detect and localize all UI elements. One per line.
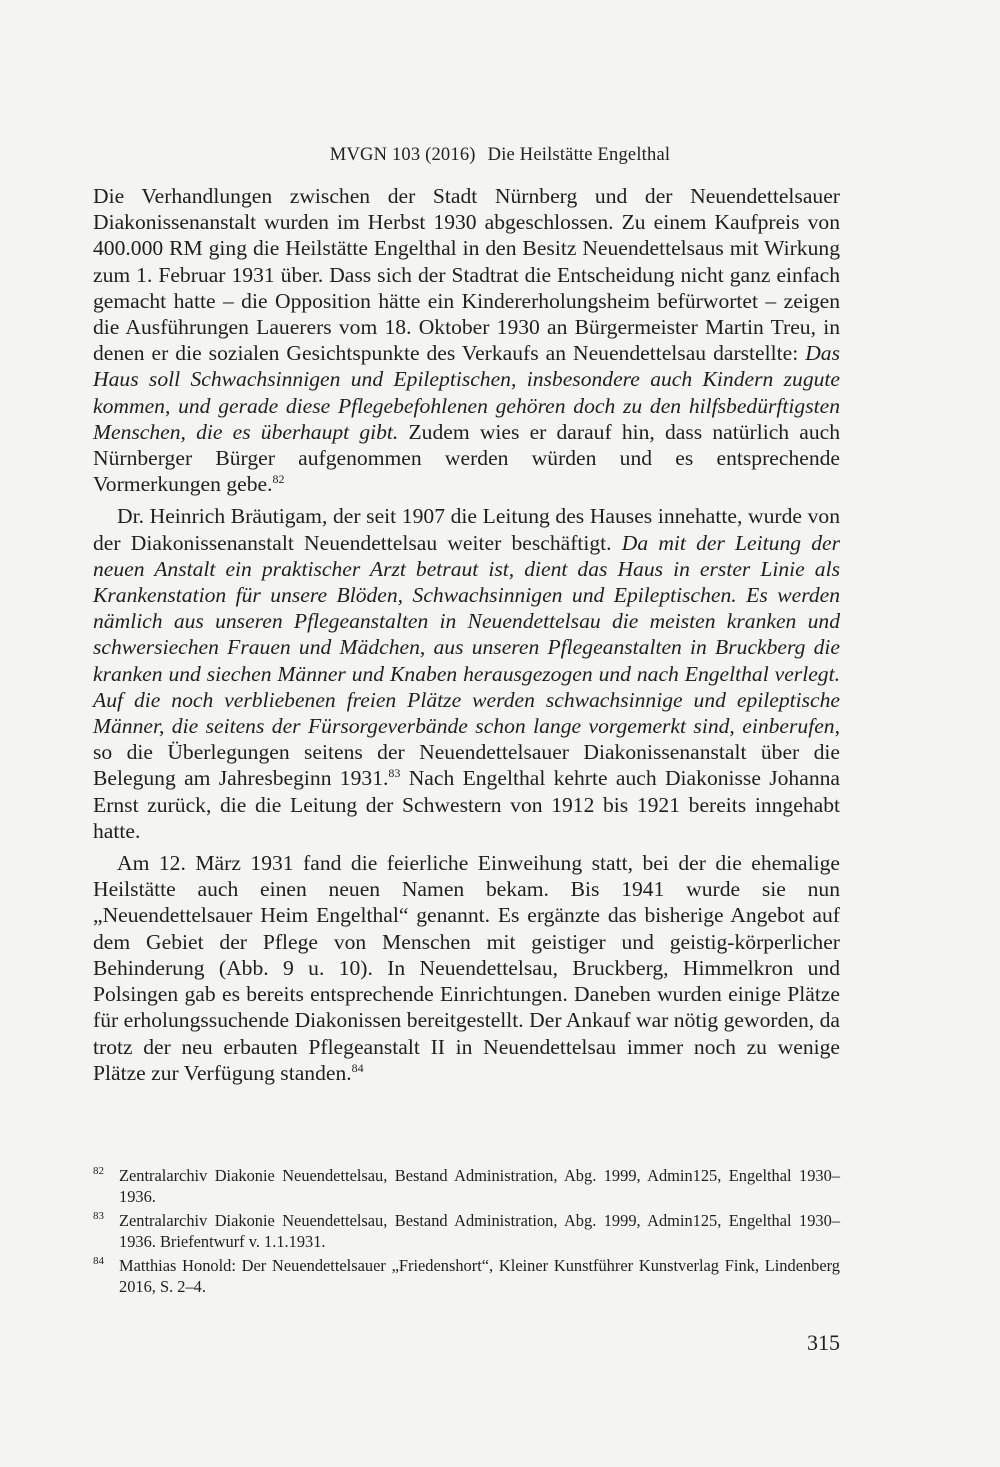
footnote-number: 83 [93,1210,104,1223]
footnote-ref-84[interactable]: 84 [351,1060,364,1075]
page-number: 315 [807,1330,840,1355]
footnote-text: Matthias Honold: Der Neuendettelsauer „Friedenshort“, Kleiner Kunstführer Kunstverlag Fink, Lindenberg 2016, S. 2–4. [119,1256,840,1296]
running-header [0,145,1000,166]
footnote-ref-83[interactable]: 83 [388,766,401,781]
body-text [93,183,840,1086]
footnotes [93,1166,840,1302]
paragraph-3: Am 12. März 1931 fand die feierliche Einweihung statt, bei der die ehemalige Heilstätte auch einen neuen Namen bekam. Bis 1941 wurde sie nun „Neuendettelsauer Heim Engelthal“ genannt. Es ergänzte das bisherige Angebot auf dem Gebiet der Pflege von Menschen mit geistiger und geistig-körperlicher Behinderung (Abb. 9 u. 10). In Neuendettelsau, Bruckberg, Himmelkron und Polsingen gab es bereits entsprechende Einrichtungen. Daneben wurden einige Plätze für erholungssuchende Diakonissen bereitgestellt. Der Ankauf war nötig geworden, da trotz der neu erbauten Pflegeanstalt II in Neuendettelsau immer noch zu wenige Plätze zur Verfügung standen.$^{84}$ [93,851,840,1085]
paragraph-2: Dr. Heinrich Bräutigam, der seit 1907 die Leitung des Hauses innehatte, wurde von der Diakonissenanstalt Neuendettelsau weiter beschäftigt. Da mit der Leitung der neuen Anstalt ein praktischer Arzt betraut ist, dient das Haus in erster Linie als Krankenstation für unsere Blöden, Schwachsinnigen und Epileptischen. Es werden nämlich aus unseren Pflegeanstalten in Neuendettelsau die meisten kranken und schwersiechen Frauen und Mädchen, aus unseren Pflegeanstalten in Bruckberg die kranken und siechen Männer und Knaben herausgezogen und nach Engelthal verlegt. Auf die noch verbliebenen freien Plätze werden schwachsinnige und epileptische Männer, die seitens der Fürsorgeverbände schon lange vorgemerkt sind, einberufen, so die Überlegungen seitens der Neuendettelsauer Diakonissenanstalt über die Belegung am Jahresbeginn 1931.83 Nach Engelthal kehrte auch Diakonisse Johanna Ernst zurück, die die Leitung der Schwestern von 1912 bis 1921 bereits inngehabt hatte. [93,504,840,843]
footnote-text: Zentralarchiv Diakonie Neuendettelsau, Bestand Administration, Abg. 1999, Admin125, Engelthal 1930–1936. [119,1166,840,1206]
footnote-text: Zentralarchiv Diakonie Neuendettelsau, Bestand Administration, Abg. 1999, Admin125, Engelthal 1930–1936. Briefentwurf v. 1.1.1931. [119,1211,840,1251]
chapter-title: Die Heilstätte Engelthal [487,145,671,165]
footnote-number: 82 [93,1165,104,1177]
footnote [93,1256,840,1297]
footnote-ref-82[interactable]: 82 [272,472,285,487]
footnote [93,1166,840,1207]
footnote-number: 84 [93,1255,104,1268]
quotation: Da mit der Leitung der neuen Anstalt ein praktischer Arzt betraut ist, dient das Haus in erster Linie als Krankenstation für unsere Blöden, Schwachsinnigen und Epileptischen. Es werden nämlich aus unseren Pflegeanstalten in Neuendettelsau die meisten kranken und schwersiechen Frauen und Mädchen, aus unseren Pflegeanstalten in Bruckberg die kranken und siechen Männer und Knaben herausgezogen und nach Engelthal verlegt. Auf die noch verbliebenen freien Plätze werden schwachsinnige und epileptische Männer, die seitens der Fürsorgeverbände schon lange vorgemerkt sind, einberufen [93,530,840,739]
paragraph-1: Die Verhandlungen zwischen der Stadt Nürnberg und der Neuendettelsauer Diakonissenanstalt wurden im Herbst 1930 abgeschlossen. Zu einem Kaufpreis von 400.000 RM ging die Heilstätte Engelthal in den Besitz Neuendettelsaus mit Wirkung zum 1. Februar 1931 über. Dass sich der Stadtrat die Entscheidung nicht ganz einfach gemacht hatte – die Opposition hätte ein Kindererholungsheim befürwortet – zeigen die Ausführungen Lauerers vom 18. Oktober 1930 an Bürgermeister Martin Treu, in denen er die sozialen Gesichtspunkte des Verkaufs an Neuendettelsau darstellte: Das Haus soll Schwachsinnigen und Epileptischen, insbesondere auch Kindern zugute kommen, und gerade diese Pflegebefohlenen gehören doch zu den hilfsbedürftigsten Menschen, die es überhaupt gibt. Zudem wies er darauf hin, dass natürlich auch Nürnberger Bürger aufgenommen werden würden und es entsprechende Vormerkungen gebe.$^{82}$ [93,184,840,497]
journal-reference: MVGN 103 (2016) [329,145,476,165]
quotation: Das Haus soll Schwachsinnigen und Epileptischen, insbesondere auch Kindern zugute kommen, und gerade diese Pflegebefohlenen gehören doch zu den hilfsbedürftigsten Menschen, die es überhaupt gibt. [93,341,840,444]
footnote [93,1211,840,1252]
